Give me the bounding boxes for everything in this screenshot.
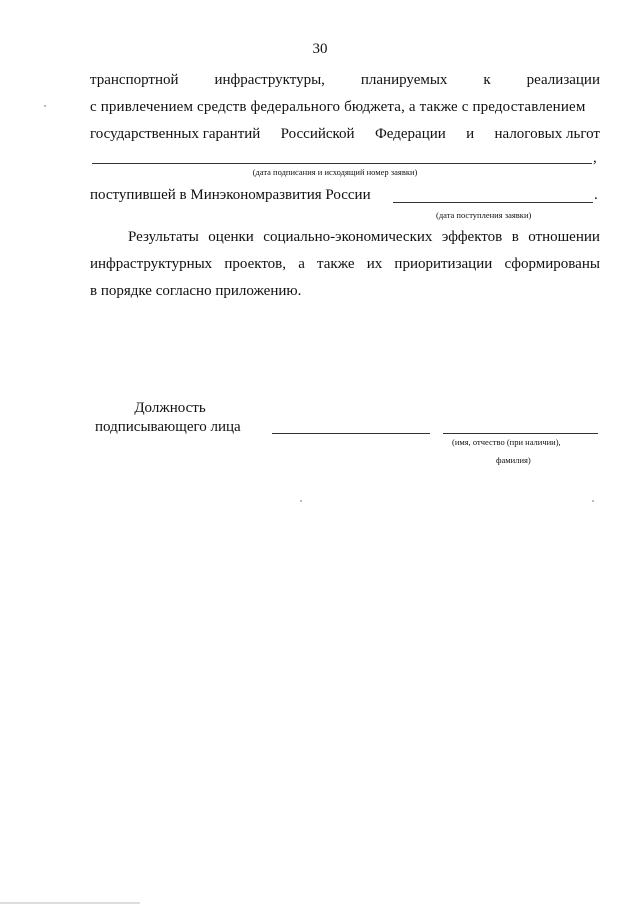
name-caption-line2: фамилия) bbox=[496, 455, 531, 465]
paragraph1-line3 bbox=[90, 126, 600, 143]
received-date-line[interactable] bbox=[393, 202, 593, 203]
paragraph2-line3: в порядке согласно приложению. bbox=[90, 283, 302, 299]
paragraph2-line1 bbox=[128, 229, 600, 246]
word: и bbox=[466, 126, 475, 142]
paragraph2-line2 bbox=[90, 256, 600, 273]
received-date-caption: (дата поступления заявки) bbox=[436, 210, 532, 220]
word: реализации bbox=[526, 72, 600, 88]
word: проектов, bbox=[224, 256, 287, 272]
word: Федерации bbox=[374, 126, 446, 142]
name-line[interactable] bbox=[443, 433, 598, 434]
word: приоритизации bbox=[394, 256, 493, 272]
word: Российской bbox=[280, 126, 355, 142]
word: оценки bbox=[208, 229, 254, 245]
word: государственных гарантий bbox=[90, 126, 261, 142]
word: инфраструктуры, bbox=[214, 72, 325, 88]
word: их bbox=[366, 256, 383, 272]
paragraph1-line1 bbox=[90, 72, 600, 89]
word: Результаты bbox=[128, 229, 199, 245]
word: эффектов bbox=[441, 229, 503, 245]
word: сформированы bbox=[504, 256, 600, 272]
word: инфраструктурных bbox=[90, 256, 213, 272]
scan-artifact bbox=[44, 105, 46, 107]
field2-period: . bbox=[594, 187, 598, 203]
word: отношении bbox=[528, 229, 600, 245]
page-number: 30 bbox=[312, 41, 328, 57]
word: а bbox=[298, 256, 305, 272]
word: планируемых bbox=[360, 72, 448, 88]
scan-artifact bbox=[300, 500, 302, 502]
word: к bbox=[483, 72, 491, 88]
name-caption-line1: (имя, отчество (при наличии), bbox=[452, 437, 561, 447]
field1-comma: , bbox=[593, 150, 597, 166]
scan-artifact bbox=[592, 500, 594, 502]
word: транспортной bbox=[90, 72, 179, 88]
word: в bbox=[511, 229, 519, 245]
word: социально-экономических bbox=[263, 229, 433, 245]
word: налоговых льгот bbox=[494, 126, 600, 142]
signing-date-number-caption: (дата подписания и исходящий номер заявки) bbox=[252, 167, 418, 177]
signatory-position-line1: Должность bbox=[134, 400, 206, 416]
signature-line[interactable] bbox=[272, 433, 430, 434]
received-label: поступившей в Минэкономразвития России bbox=[90, 187, 371, 203]
word: также bbox=[317, 256, 355, 272]
paragraph1-line2: с привлечением средств федерального бюджета, а также с предоставлением bbox=[90, 99, 586, 115]
signatory-position-line2: подписывающего лица bbox=[95, 419, 241, 435]
signing-date-number-line[interactable] bbox=[92, 163, 592, 164]
